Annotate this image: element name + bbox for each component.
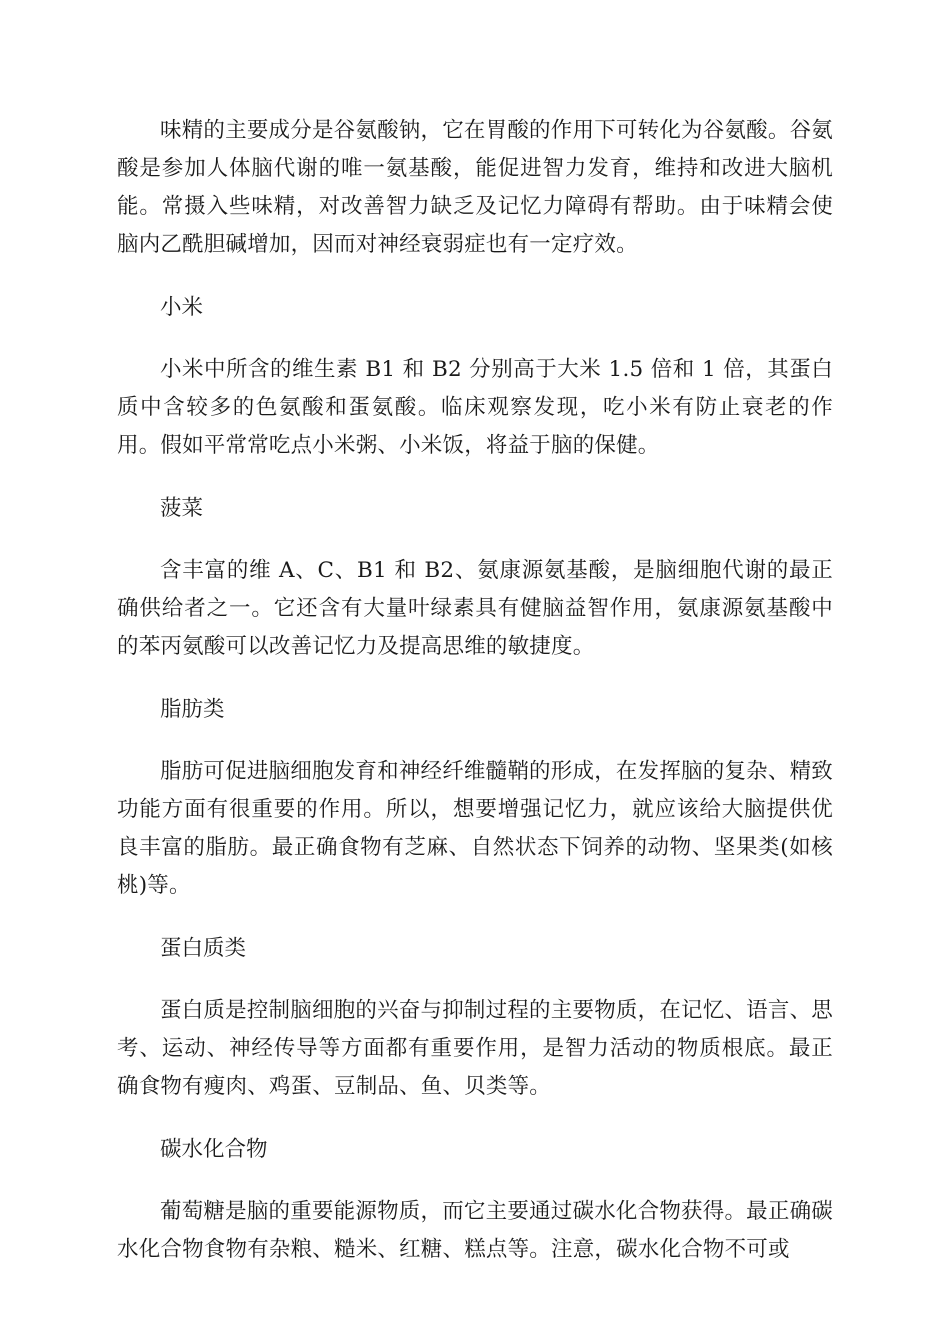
heading-spinach: 菠菜 xyxy=(160,496,204,521)
paragraph-protein: 蛋白质是控制脑细胞的兴奋与抑制过程的主要物质，在记忆、语言、思考、运动、神经传导等方面都有重要作用，是智力活动的物质根底。最正确食物有瘦肉、鸡蛋、豆制品、鱼、贝类等。 xyxy=(117,998,833,1099)
paragraph-msg: 味精的主要成分是谷氨酸钠，它在胃酸的作用下可转化为谷氨酸。谷氨酸是参加人体脑代谢的唯一氨基酸，能促进智力发育，维持和改进大脑机能。常摄入些味精，对改善智力缺乏及记忆力障碍有帮助。由于味精会使脑内乙酰胆碱增加，因而对神经衰弱症也有一定疗效。 xyxy=(117,118,833,257)
paragraph-spinach: 含丰富的维 A、C、B1 和 B2、氨康源氨基酸，是脑细胞代谢的最正确供给者之一。它还含有大量叶绿素具有健脑益智作用，氨康源氨基酸中的苯丙氨酸可以改善记忆力及提高思维的敏捷度。 xyxy=(117,558,833,659)
document-body xyxy=(117,112,833,1269)
heading-millet: 小米 xyxy=(160,295,204,320)
heading-protein: 蛋白质类 xyxy=(160,936,247,961)
heading-fats: 脂肪类 xyxy=(160,697,225,722)
paragraph-carbohydrates: 葡萄糖是脑的重要能源物质，而它主要通过碳水化合物获得。最正确碳水化合物食物有杂粮、糙米、红糖、糕点等。注意，碳水化合物不可或 xyxy=(117,1199,833,1262)
paragraph-millet: 小米中所含的维生素 B1 和 B2 分别高于大米 1.5 倍和 1 倍，其蛋白质中含较多的色氨酸和蛋氨酸。临床观察发现，吃小米有防止衰老的作用。假如平常常吃点小米粥、小米饭，将益于脑的保健。 xyxy=(117,357,833,458)
paragraph-fats: 脂肪可促进脑细胞发育和神经纤维髓鞘的形成，在发挥脑的复杂、精致功能方面有很重要的作用。所以，想要增强记忆力，就应该给大脑提供优良丰富的脂肪。最正确食物有芝麻、自然状态下饲养的动物、坚果类(如核桃)等。 xyxy=(117,759,833,898)
heading-carbohydrates: 碳水化合物 xyxy=(160,1137,268,1162)
